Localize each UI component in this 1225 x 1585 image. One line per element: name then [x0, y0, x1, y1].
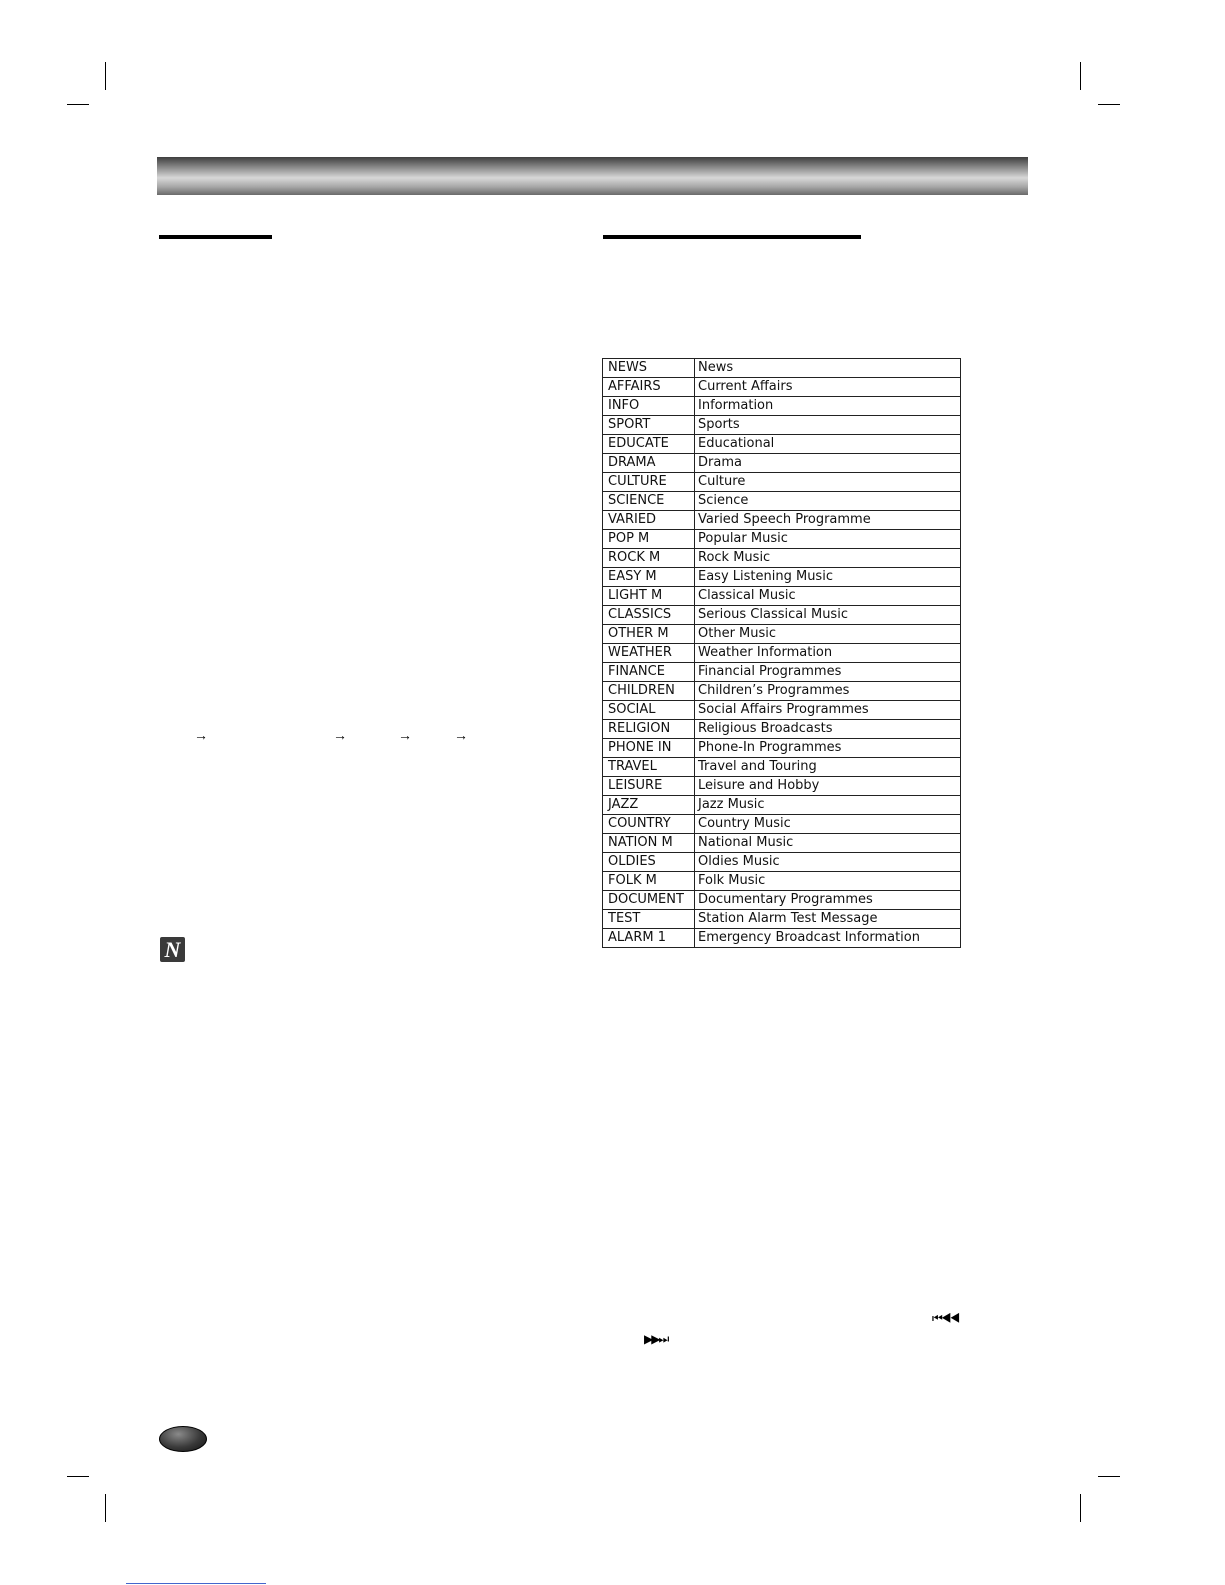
table-row: [603, 929, 961, 948]
pty-code-cell: LIGHT M: [603, 587, 695, 606]
table-row: [603, 910, 961, 929]
table-row: [603, 568, 961, 587]
pty-description-cell: Classical Music: [695, 587, 961, 606]
pty-code-cell: EASY M: [603, 568, 695, 587]
pty-code-cell: RELIGION: [603, 720, 695, 739]
table-row: [603, 872, 961, 891]
pty-code-cell: FOLK M: [603, 872, 695, 891]
pty-description-cell: Children’s Programmes: [695, 682, 961, 701]
table-row: [603, 492, 961, 511]
pty-description-cell: Current Affairs: [695, 378, 961, 397]
sequence-arrows: [0, 727, 600, 747]
pty-description-cell: Religious Broadcasts: [695, 720, 961, 739]
pty-description-cell: Educational: [695, 435, 961, 454]
pty-description-cell: Varied Speech Programme: [695, 511, 961, 530]
pty-description-cell: Science: [695, 492, 961, 511]
pty-code-cell: TRAVEL: [603, 758, 695, 777]
table-row: [603, 663, 961, 682]
pty-description-cell: Rock Music: [695, 549, 961, 568]
pty-description-cell: Leisure and Hobby: [695, 777, 961, 796]
note-icon: N: [160, 937, 185, 962]
arrow-icon: →: [333, 727, 347, 743]
pty-code-cell: CULTURE: [603, 473, 695, 492]
table-row: [603, 834, 961, 853]
pty-description-cell: Easy Listening Music: [695, 568, 961, 587]
pty-code-cell: DRAMA: [603, 454, 695, 473]
pty-code-cell: PHONE IN: [603, 739, 695, 758]
crop-mark: [1098, 104, 1120, 105]
table-row: [603, 644, 961, 663]
pty-code-cell: INFO: [603, 397, 695, 416]
crop-mark: [105, 62, 106, 90]
table-row: [603, 682, 961, 701]
pty-code-cell: DOCUMENT: [603, 891, 695, 910]
table-row: [603, 606, 961, 625]
left-section-rule: [159, 235, 272, 239]
crop-mark: [105, 1494, 106, 1522]
table-row: [603, 416, 961, 435]
pty-code-cell: SOCIAL: [603, 701, 695, 720]
table-row: [603, 435, 961, 454]
pty-code-cell: CLASSICS: [603, 606, 695, 625]
pty-description-cell: Jazz Music: [695, 796, 961, 815]
pty-description-cell: Popular Music: [695, 530, 961, 549]
table-row: [603, 378, 961, 397]
page-number-badge: [159, 1426, 207, 1452]
pty-description-cell: Folk Music: [695, 872, 961, 891]
pty-description-cell: Drama: [695, 454, 961, 473]
pty-table: [602, 358, 961, 948]
pty-description-cell: Documentary Programmes: [695, 891, 961, 910]
pty-code-cell: CHILDREN: [603, 682, 695, 701]
pty-code-cell: NATION M: [603, 834, 695, 853]
table-row: [603, 891, 961, 910]
pty-description-cell: Sports: [695, 416, 961, 435]
table-row: [603, 758, 961, 777]
arrow-icon: →: [398, 727, 412, 743]
table-row: [603, 397, 961, 416]
pty-description-cell: Financial Programmes: [695, 663, 961, 682]
pty-description-cell: Serious Classical Music: [695, 606, 961, 625]
pty-description-cell: Station Alarm Test Message: [695, 910, 961, 929]
crop-mark: [1080, 1494, 1081, 1522]
arrow-icon: →: [454, 727, 468, 743]
table-row: [603, 454, 961, 473]
pty-code-cell: OLDIES: [603, 853, 695, 872]
pty-code-cell: OTHER M: [603, 625, 695, 644]
table-row: [603, 625, 961, 644]
table-row: [603, 739, 961, 758]
pty-description-cell: Social Affairs Programmes: [695, 701, 961, 720]
pty-description-cell: Other Music: [695, 625, 961, 644]
crop-mark: [1098, 1476, 1120, 1477]
table-row: [603, 511, 961, 530]
table-row: [603, 853, 961, 872]
pty-code-cell: WEATHER: [603, 644, 695, 663]
table-row: [603, 359, 961, 378]
pty-description-cell: News: [695, 359, 961, 378]
pty-description-cell: Emergency Broadcast Information: [695, 929, 961, 948]
crop-mark: [1080, 62, 1081, 90]
table-row: [603, 701, 961, 720]
pty-code-cell: FINANCE: [603, 663, 695, 682]
pty-description-cell: Culture: [695, 473, 961, 492]
pty-code-cell: VARIED: [603, 511, 695, 530]
right-section-rule: [603, 235, 861, 239]
table-row: [603, 530, 961, 549]
crop-mark: [67, 104, 89, 105]
bottom-link-underline: [126, 1583, 266, 1584]
table-row: [603, 720, 961, 739]
pty-code-cell: COUNTRY: [603, 815, 695, 834]
pty-description-cell: Weather Information: [695, 644, 961, 663]
pty-code-cell: SCIENCE: [603, 492, 695, 511]
pty-code-cell: ROCK M: [603, 549, 695, 568]
pty-code-cell: JAZZ: [603, 796, 695, 815]
pty-description-cell: National Music: [695, 834, 961, 853]
pty-description-cell: Country Music: [695, 815, 961, 834]
crop-mark: [67, 1476, 89, 1477]
table-row: [603, 549, 961, 568]
table-row: [603, 473, 961, 492]
pty-code-cell: EDUCATE: [603, 435, 695, 454]
table-row: [603, 587, 961, 606]
pty-description-cell: Travel and Touring: [695, 758, 961, 777]
page-header-bar: [157, 157, 1028, 195]
skip-forward-icon: ▶▶⏭: [644, 1332, 668, 1346]
table-row: [603, 777, 961, 796]
pty-code-cell: NEWS: [603, 359, 695, 378]
pty-code-cell: SPORT: [603, 416, 695, 435]
table-row: [603, 796, 961, 815]
pty-description-cell: Phone-In Programmes: [695, 739, 961, 758]
pty-code-cell: ALARM 1: [603, 929, 695, 948]
pty-code-cell: POP M: [603, 530, 695, 549]
pty-description-cell: Information: [695, 397, 961, 416]
pty-code-cell: AFFAIRS: [603, 378, 695, 397]
pty-code-cell: LEISURE: [603, 777, 695, 796]
pty-description-cell: Oldies Music: [695, 853, 961, 872]
pty-code-cell: TEST: [603, 910, 695, 929]
skip-back-icon: ⏮◀◀: [932, 1311, 959, 1325]
arrow-icon: →: [194, 727, 208, 743]
table-row: [603, 815, 961, 834]
